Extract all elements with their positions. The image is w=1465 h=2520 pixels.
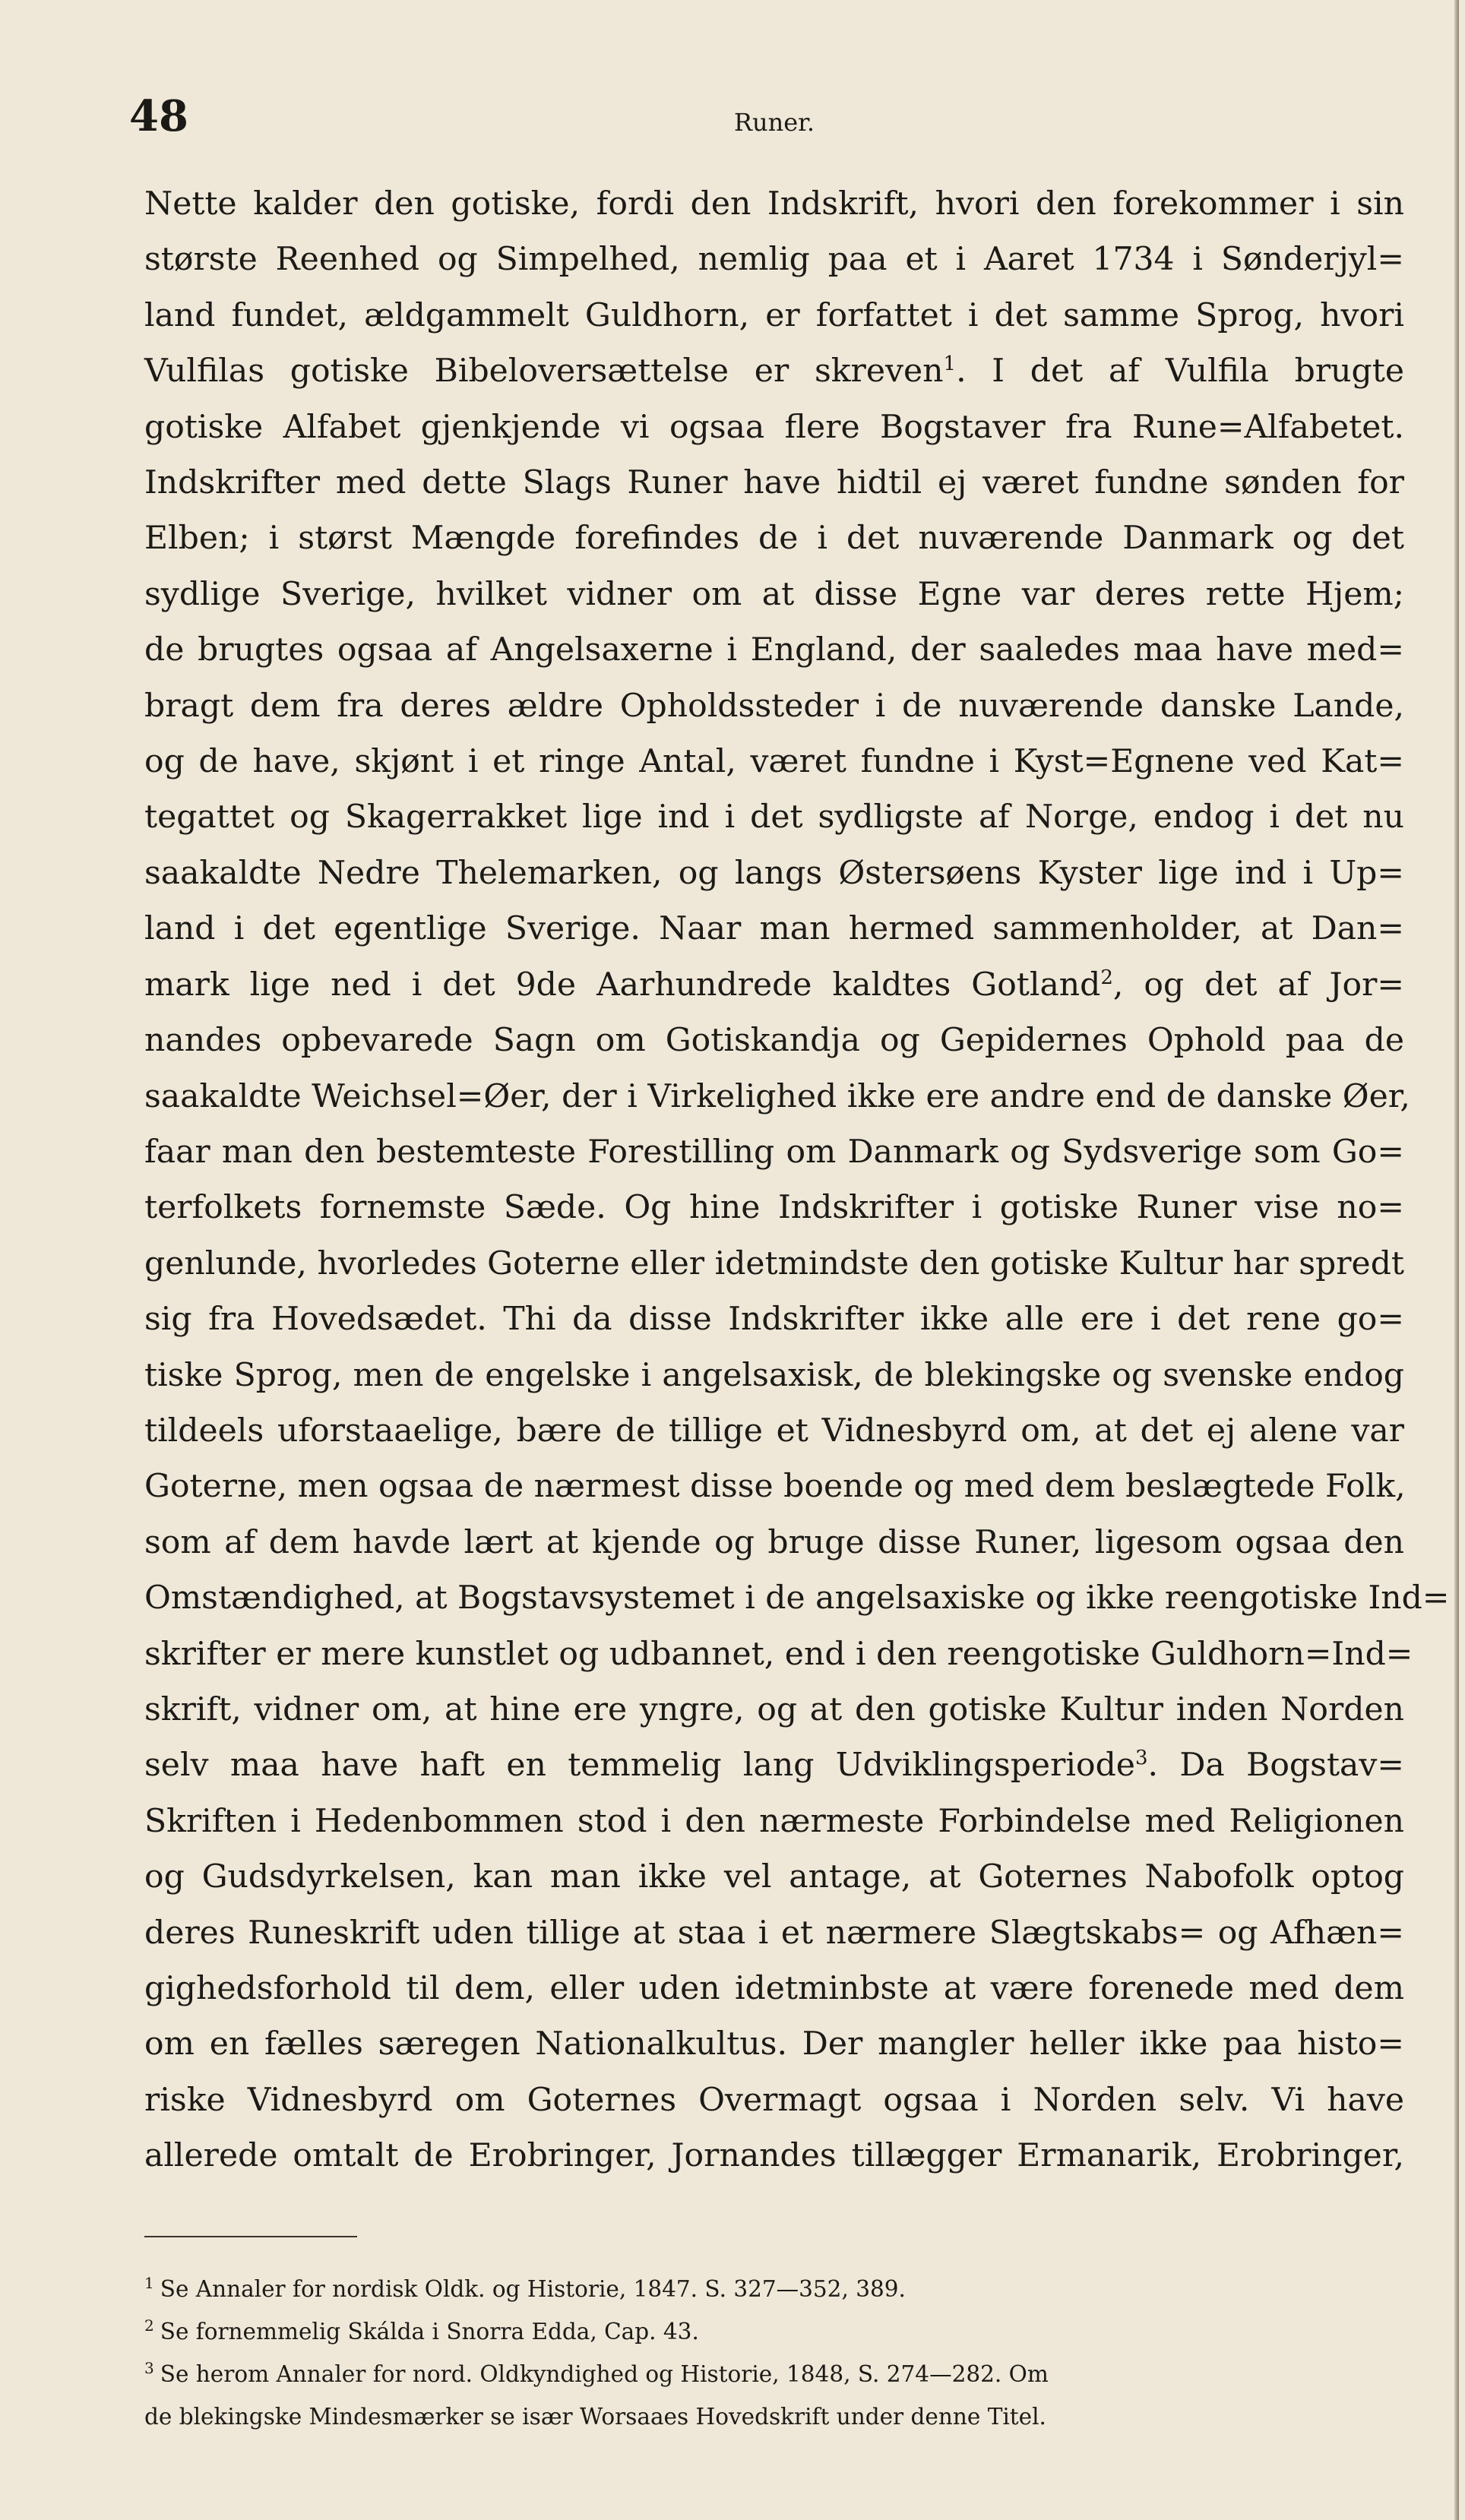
footnote-number: 2 [144, 2316, 154, 2335]
text-line [144, 343, 1404, 399]
footnote [144, 2310, 1404, 2353]
text-line: genlunde, hvorledes Goterne eller idetmindste den gotiske Kultur har spredt [144, 1244, 1404, 1282]
running-head: Runer. [733, 108, 815, 137]
text-line: Nette kalder den gotiske, fordi den Indskrift, hvori den forekommer i sin [144, 185, 1404, 223]
text-line: gighedsforhold til dem, eller uden idetminbste at være forenede med dem [144, 1970, 1404, 2007]
footnote-ref: 2 [1100, 966, 1113, 989]
text-line: land fundet, ældgammelt Guldhorn, er forfattet i det samme Sprog, hvori [144, 296, 1404, 334]
text-line: Indskrifter med dette Slags Runer have hidtil ej været fundne sønden for [144, 464, 1404, 502]
text-line: om en fælles særegen Nationalkultus. Der mangler heller ikke paa histo= [144, 2025, 1404, 2063]
text-line: gotiske Alfabet gjenkjende vi ogsaa flere Bogstaver fra Rune=Alfabetet. [144, 408, 1404, 446]
text-line: deres Runeskrift uden tillige at staa i et nærmere Slægtskabs= og Afhæn= [144, 1914, 1404, 1952]
text-line: Elben; i størst Mængde forefindes de i det nuværende Danmark og det [144, 520, 1404, 558]
text-line: skrifter er mere kunstlet og udbannet, end i den reengotiske Guldhorn=Ind= [144, 1635, 1413, 1673]
footnote-text: Se fornemmelig Skálda i Snorra Edda, Cap. 43. [160, 2318, 699, 2345]
text-line: de brugtes ogsaa af Angelsaxerne i England, der saaledes maa have med= [144, 631, 1404, 669]
text-line: som af dem havde lært at kjende og bruge disse Runer, ligesom ogsaa den [144, 1523, 1404, 1561]
text-line: Skriften i Hedenbommen stod i den nærmeste Forbindelse med Religionen [144, 1802, 1404, 1840]
footnote-number: 3 [144, 2358, 154, 2377]
text-line: tiske Sprog, men de engelske i angelsaxisk, de blekingske og svenske endog [144, 1356, 1404, 1394]
text-line: og de have, skjønt i et ringe Antal, været fundne i Kyst=Egnene ved Kat= [144, 743, 1404, 781]
text-line: Omstændighed, at Bogstavsystemet i de angelsaxiske og ikke reengotiske Ind= [144, 1579, 1450, 1617]
text-line: største Reenhed og Simpelhed, nemlig paa et i Aaret 1734 i Sønderjyl= [144, 241, 1404, 279]
text-line: land i det egentlige Sverige. Naar man hermed sammenholder, at Dan= [144, 910, 1404, 948]
text-line: saakaldte Weichsel=Øer, der i Virkelighed ikke ere andre end de danske Øer, [144, 1077, 1410, 1115]
text-line: nandes opbevarede Sagn om Gotiskandja og Gepidernes Ophold paa de [144, 1022, 1404, 1060]
text-line: allerede omtalt de Erobringer, Jornandes tillægger Ermanarik, Erobringer, [144, 2137, 1404, 2175]
footnote-number: 1 [144, 2273, 154, 2292]
text-line: sydlige Sverige, hvilket vidner om at disse Egne var deres rette Hjem; [144, 575, 1404, 613]
text-line-segment: , og det af Jor= [1112, 966, 1404, 1004]
page-number: 48 [129, 91, 188, 141]
text-line: tegattet og Skagerrakket lige ind i det sydligste af Norge, endog i det nu [144, 798, 1404, 836]
footnote-divider [144, 2236, 357, 2237]
text-line: riske Vidnesbyrd om Goternes Overmagt ogsaa i Norden selv. Vi have [144, 2081, 1404, 2119]
footnote-continued [144, 2395, 1404, 2438]
footnote-text: de blekingske Mindesmærker se især Worsaaes Hovedskrift under denne Titel. [144, 2403, 1046, 2430]
text-line: tildeels uforstaaelige, bære de tillige et Vidnesbyrd om, at det ej alene var [144, 1412, 1404, 1450]
footnote [144, 2268, 1404, 2310]
page-header [129, 91, 1404, 144]
footnote-text: Se herom Annaler for nord. Oldkyndighed og Historie, 1848, S. 274—282. Om [160, 2360, 1049, 2387]
text-line-segment: selv maa have haft en temmelig lang Udviklingsperiode [144, 1747, 1135, 1785]
body-text [144, 176, 1450, 2184]
footnote-ref: 1 [943, 353, 957, 376]
footnote [144, 2353, 1404, 2395]
text-line [144, 957, 1404, 1013]
text-line: Goterne, men ogsaa de nærmest disse boende og med dem beslægtede Folk, [144, 1468, 1406, 1506]
text-line [144, 1737, 1404, 1793]
footnote-ref: 3 [1134, 1747, 1148, 1770]
text-line-segment: . Da Bogstav= [1147, 1747, 1404, 1785]
footnotes [144, 2268, 1404, 2438]
text-line: saakaldte Nedre Thelemarken, og langs Østersøens Kyster lige ind i Up= [144, 854, 1404, 892]
text-line: bragt dem fra deres ældre Opholdssteder i de nuværende danske Lande, [144, 687, 1404, 725]
text-line: og Gudsdyrkelsen, kan man ikke vel antage, at Goternes Nabofolk optog [144, 1858, 1404, 1896]
page-edge [1454, 0, 1459, 2520]
text-line: terfolkets fornemste Sæde. Og hine Indskrifter i gotiske Runer vise no= [144, 1189, 1404, 1227]
text-line: skrift, vidner om, at hine ere yngre, og at den gotiske Kultur inden Norden [144, 1690, 1404, 1728]
text-line-segment: Vulfilas gotiske Bibeloversættelse er skreven [144, 353, 944, 390]
text-line: sig fra Hovedsædet. Thi da disse Indskrifter ikke alle ere i det rene go= [144, 1301, 1404, 1339]
text-line-segment: . I det af Vulfila brugte [956, 353, 1404, 390]
text-line-segment: mark lige ned i det 9de Aarhundrede kaldtes Gotland [144, 966, 1101, 1004]
footnote-text: Se Annaler for nordisk Oldk. og Historie, 1847. S. 327—352, 389. [160, 2275, 906, 2302]
text-line: faar man den bestemteste Forestilling om Danmark og Sydsverige som Go= [144, 1133, 1404, 1171]
